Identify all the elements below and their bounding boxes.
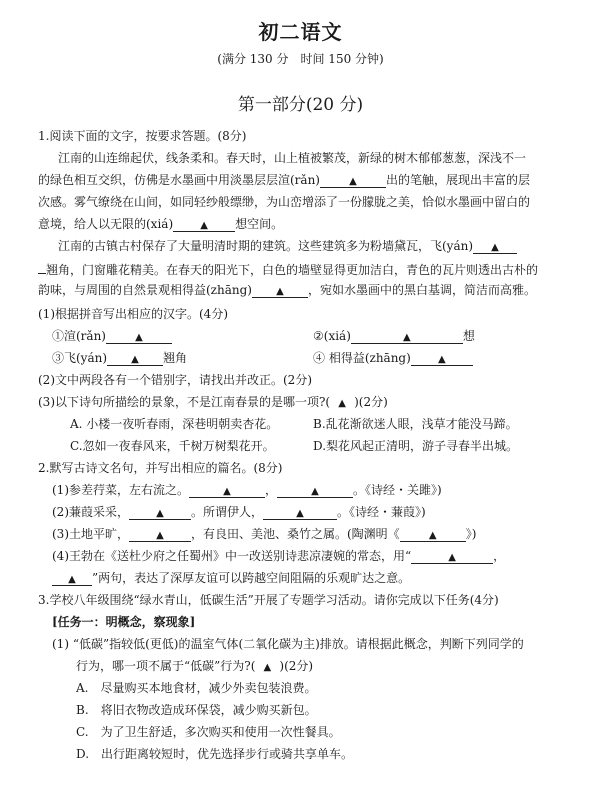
fill-xia: ②(xiá) ▲ 想 (313, 329, 475, 343)
answer-blank[interactable]: ▲ (411, 550, 493, 564)
exam-subtitle: (满分 130 分 时间 150 分钟) (217, 52, 384, 66)
q2-intro: 2.默写古诗文名句，并写出相应的篇名。(8分) (38, 461, 283, 475)
answer-blank[interactable]: ▲ (129, 528, 191, 542)
q2-line5: ▲ ”两句，表达了深厚友谊可以跨越空间阻隔的乐观旷达之意。 (52, 570, 410, 586)
answer-blank[interactable]: ▲ (277, 484, 353, 498)
answer-blank[interactable]: ▲ (400, 528, 466, 542)
answer-blank[interactable]: ▲ (107, 352, 163, 366)
q3-intro: 3.学校八年级围绕“绿水青山，低碳生活”开展了专题学习活动。请你完成以下任务(4分) (38, 593, 499, 607)
q1-p1-line2: 的绿色相互交织，仿佛是水墨画中用淡墨层层渲(rǎn) ▲ 出的笔触，展现出丰富的层 (38, 173, 530, 187)
q1-p1-line3: 次感。雾气缭绕在山间，如同轻纱般缥缈，为山峦增添了一份朦胧之美，恰似水墨画中留白的 (38, 195, 531, 209)
q1-intro: 1.阅读下面的文字，按要求答题。(8分) (38, 129, 247, 143)
exam-title: 初二语文 (258, 20, 343, 44)
answer-blank[interactable]: ▲ (473, 240, 517, 254)
fill-yan: ③飞(yán) ▲ 翘角 (52, 351, 188, 365)
q1-p2-line2: 翘角，门窗雕花精美。在春天的阳光下，白色的墙壁显得更加洁白，青色的瓦片则透出古朴的 (38, 260, 538, 278)
answer-slot[interactable]: ▲ (263, 662, 272, 673)
answer-blank[interactable]: ▲ (320, 174, 386, 188)
q2-line1: (1)参差荇菜，左右流之。 ▲ ， ▲ 。《诗经・关雎》) (52, 483, 442, 497)
answer-blank[interactable]: ▲ (252, 284, 308, 298)
option-d: D.梨花风起正清明，游子寻春半出城。 (313, 439, 519, 453)
q2-line4: (4)王勃在《送杜少府之任蜀州》中一改送别诗悲凉凄婉的常态，用“ ▲ ， (52, 549, 506, 563)
q1-p1-line4: 意境，给人以无限的(xiá) ▲ 想空间。 (38, 217, 284, 231)
answer-blank[interactable]: ▲ (351, 330, 463, 344)
option-c: C.忽如一夜春风来，千树万树梨花开。 (70, 439, 275, 453)
answer-blank[interactable]: ▲ (52, 572, 92, 586)
answer-blank[interactable]: ▲ (411, 352, 473, 366)
q3-option-d: D. 出行距离较短时，优先选择步行或骑共享单车。 (76, 747, 354, 761)
q3-option-a: A. 尽量购买本地食材，减少外卖包装浪费。 (76, 681, 317, 695)
answer-blank-cont[interactable] (38, 260, 46, 274)
q1-sub1: (1)根据拼音写出相应的汉字。(4分) (38, 307, 228, 321)
q3-line1: (1) “低碳”指较低(更低)的温室气体(二氧化碳为主)排放。请根据此概念，判断下列同学的 (52, 637, 524, 651)
answer-blank[interactable]: ▲ (189, 484, 265, 498)
q3-task-heading: [任务一：明概念，察现象] (52, 615, 196, 629)
option-a: A. 小楼一夜听春雨，深巷明朝卖杏花。 (70, 417, 279, 431)
answer-blank[interactable]: ▲ (129, 506, 191, 520)
q3-option-b: B. 将旧衣物改造成环保袋，减少购买新包。 (76, 703, 317, 717)
q2-line2: (2)蒹葭采采， ▲ 。所谓伊人， ▲ 。《诗经・蒹葭》) (52, 505, 426, 519)
part-heading: 第一部分(20 分) (237, 95, 364, 115)
answer-slot[interactable]: ▲ (338, 398, 346, 409)
q1-p1-line1: 江南的山连绵起伏，线条柔和。春天时，山上植被繁茂，新绿的树木郁郁葱葱，深浅不一 (58, 151, 527, 165)
answer-blank[interactable]: ▲ (263, 506, 337, 520)
fill-zhang: ④ 相得益(zhāng) ▲ (313, 350, 473, 366)
fill-ran: ①渲(rǎn) ▲ (52, 328, 172, 344)
q1-p2-line3: 韵味，与周围的自然景观相得益(zhāng) ▲ ，宛如水墨画中的黑白基调，简洁而高雅。 (38, 283, 536, 297)
q1-p2-line1: 江南的古镇古村保存了大量明清时期的建筑。这些建筑多为粉墙黛瓦，飞(yán) ▲ (58, 238, 517, 254)
q2-line3: (3)土地平旷， ▲ ，有良田、美池、桑竹之属。(陶渊明《 ▲ 》) (52, 527, 477, 541)
answer-blank[interactable]: ▲ (106, 330, 172, 344)
q1-sub3: (3)以下诗句所描绘的景象，不是江南春景的是哪一项?( ▲ )(2分) (38, 395, 388, 409)
option-b: B.乱花渐欲迷人眼，浅草才能没马蹄。 (313, 417, 518, 431)
q1-sub2: (2)文中两段各有一个错别字，请找出并改正。(2分) (38, 373, 312, 387)
q3-line2: 行为，哪一项不属于“低碳”行为?( ▲ )(2分) (76, 659, 314, 673)
q3-option-c: C. 为了卫生舒适，多次购买和使用一次性餐具。 (76, 725, 341, 739)
answer-blank[interactable]: ▲ (173, 218, 235, 232)
